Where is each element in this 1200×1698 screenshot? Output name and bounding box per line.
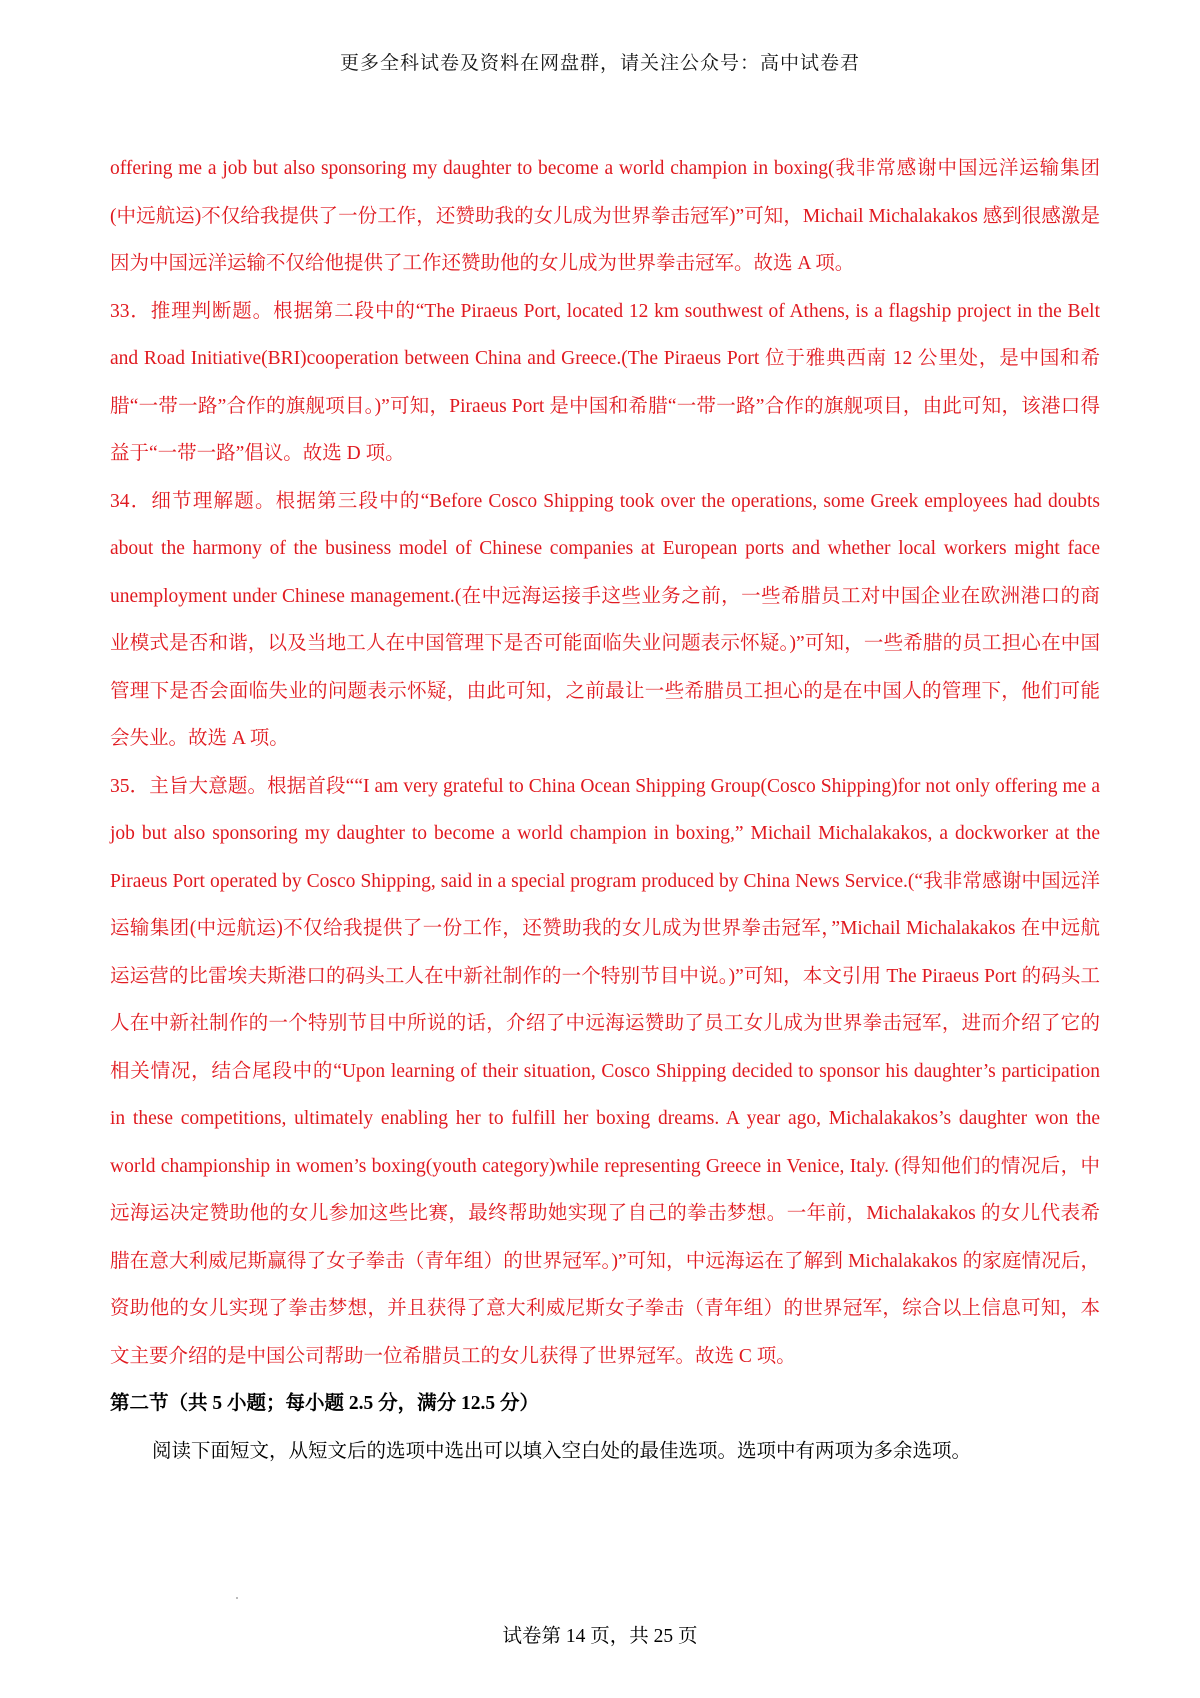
page-footer: 试卷第 14 页，共 25 页 xyxy=(502,1626,698,1647)
answer-explanation-35: 35．主旨大意题。根据首段““I am very grateful to China Ocean Shipping Group(Cosco Shipping)for not only offering me a job but also sponsoring my daughter to become a world champion in boxing,” Michail Michalakakos, a dockworker at the Piraeus Port operated by Cosco Shipping, said in a special program produced by China News Service.(“我非常感谢中国远洋运输集团(中远航运)不仅给我提供了一份工作，还赞助我的女儿成为世界拳击冠军，”Michail Michalakakos 在中远航运运营的比雷埃夫斯港口的码头工人在中新社制作的一个特别节目中说。)”可知，本文引用 The Piraeus Port 的码头工人在中新社制作的一个特别节目中所说的话，介绍了中远海运赞助了员工女儿成为世界拳击冠军，进而介绍了它的相关情况，结合尾段中的“Upon learning of their situation, Cosco Shipping decided to sponsor his daughter’s participation in these competitions, ultimately enabling her to fulfill her boxing dreams. A year ago, Michalakakos’s daughter won the world championship in women’s boxing(youth category)while representing Greece in Venice, Italy. (得知他们的情况后，中远海运决定赞助他的女儿参加这些比赛，最终帮助她实现了自己的拳击梦想。一年前，Michalakakos 的女儿代表希腊在意大利威尼斯赢得了女子拳击（青年组）的世界冠军。)”可知，中远海运在了解到 Michalakakos 的家庭情况后，资助他的女儿实现了拳击梦想，并且获得了意大利威尼斯女子拳击（青年组）的世界冠军，综合以上信息可知，本文主要介绍的是中国公司帮助一位希腊员工的女儿获得了世界冠军。故选 C 项。 xyxy=(110,775,1100,1367)
answer-explanation-33: 33．推理判断题。根据第二段中的“The Piraeus Port, located 12 km southwest of Athens, is a flagship project in the Belt and Road Initiative(BRI)cooperation between China and Greece.(The Piraeus Port 位于雅典西南 12 公里处，是中国和希腊“一带一路”合作的旗舰项目。)”可知，Piraeus Port 是中国和希腊“一带一路”合作的旗舰项目，由此可知，该港口得益于“一带一路”倡议。故选 D 项。 xyxy=(110,300,1100,464)
page-header: 更多全科试卷及资料在网盘群，请关注公众号：高中试卷君 xyxy=(339,52,860,74)
answer-explanation-32-continued: offering me a job but also sponsoring my daughter to become a world champion in boxing(我非常感谢中国远洋运输集团(中远航运)不仅给我提供了一份工作，还赞助我的女儿成为世界拳击冠军)”可知，Michail Michalakakos 感到很感激是因为中国远洋运输不仅给他提供了工作还赞助他的女儿成为世界拳击冠军。故选 A 项。 xyxy=(110,158,1100,274)
section-instruction: 阅读下面短文，从短文后的选项中选出可以填入空白处的最佳选项。选项中有两项为多余选项。 xyxy=(152,1440,972,1462)
answer-explanation-34: 34．细节理解题。根据第三段中的“Before Cosco Shipping took over the operations, some Greek employees had doubts about the harmony of the business model of Chinese companies at European ports and whether local workers might face unemployment under Chinese management.(在中远海运接手这些业务之前，一些希腊员工对中国企业在欧洲港口的商业模式是否和谐，以及当地工人在中国管理下是否可能面临失业问题表示怀疑。)”可知，一些希腊的员工担心在中国管理下是否会面临失业的问题表示怀疑，由此可知，之前最让一些希腊员工担心的是在中国人的管理下，他们可能会失业。故选 A 项。 xyxy=(110,490,1100,749)
document-body xyxy=(110,145,1100,1475)
section-heading: 第二节（共 5 小题；每小题 2.5 分，满分 12.5 分） xyxy=(110,1393,540,1414)
scan-speck xyxy=(236,1597,238,1599)
